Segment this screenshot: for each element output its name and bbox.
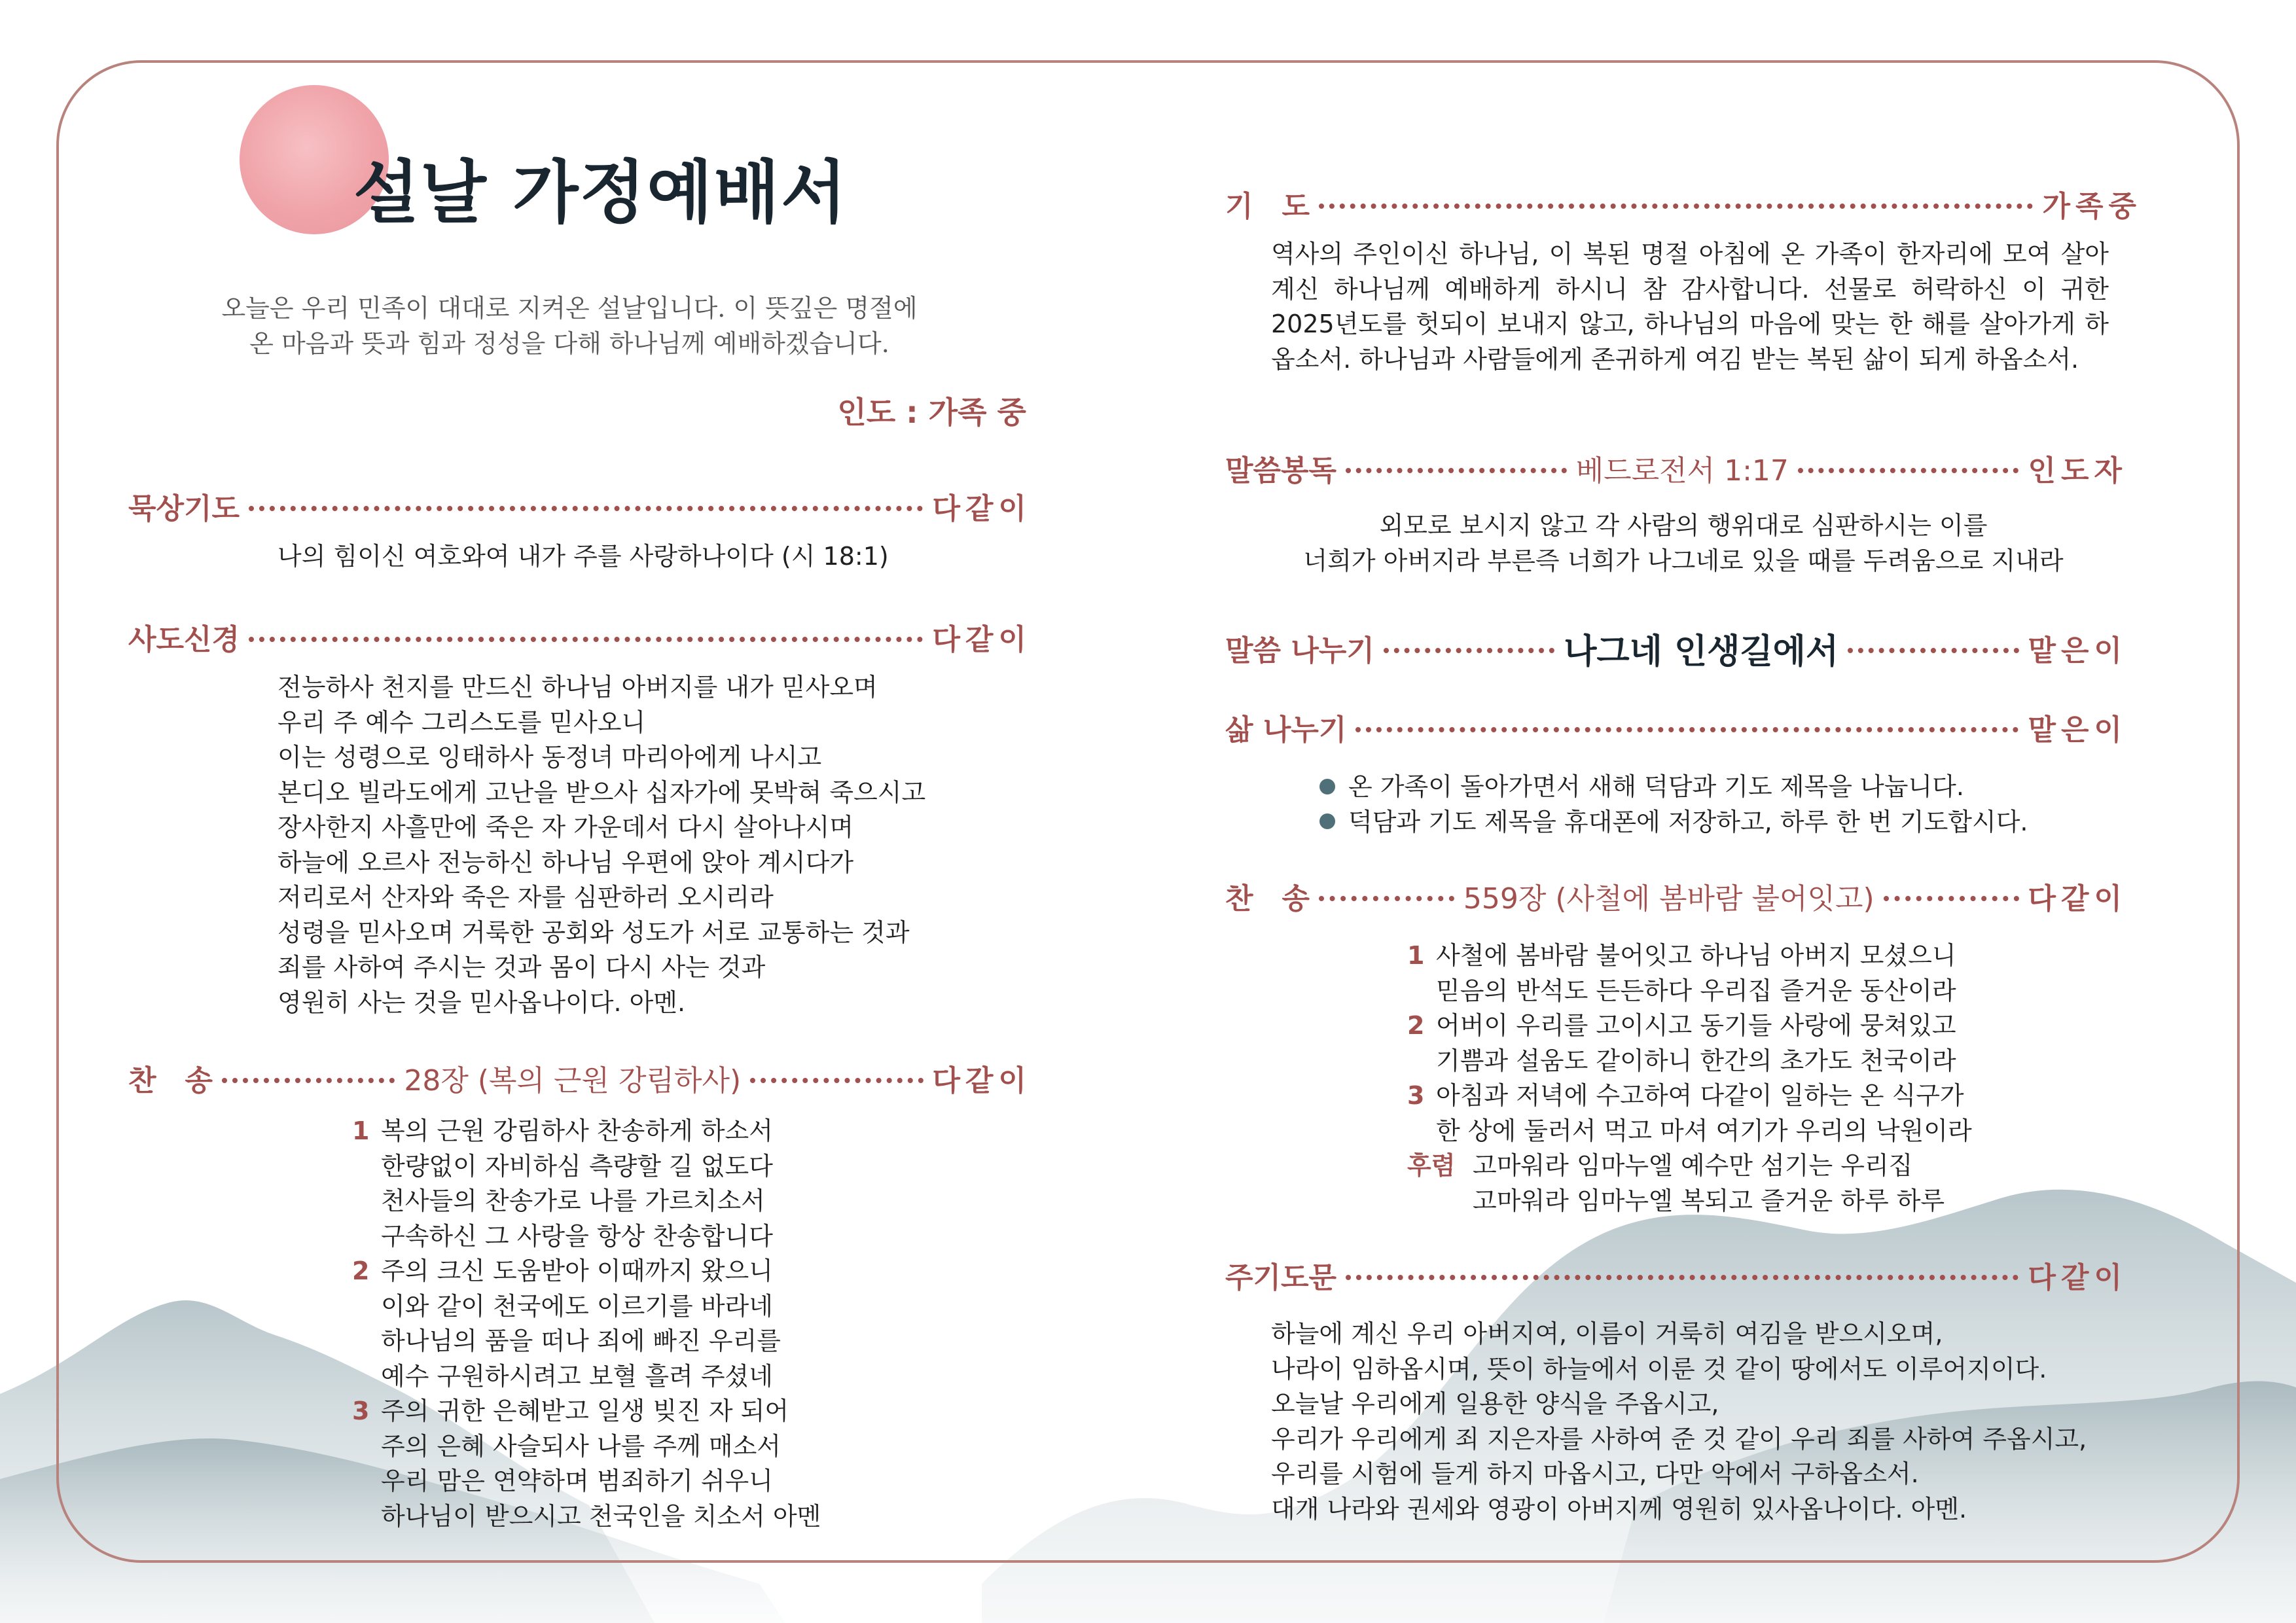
hymn-line: 1 복의 근원 강림하사 찬송하게 하소서 <box>352 1114 821 1149</box>
creed-line: 죄를 사하여 주시는 것과 몸이 다시 사는 것과 <box>278 953 766 982</box>
prayer-line: 나라이 임하옵시며, 뜻이 하늘에서 이룬 것 같이 땅에서도 이루어지이다. <box>1271 1354 2047 1383</box>
hymn-line: 하나님이 받으시고 천국인을 치소서 아멘 <box>381 1501 821 1531</box>
dot-leader <box>249 506 923 511</box>
section-participant: 맡은이 <box>2028 713 2127 747</box>
dot-leader <box>249 637 923 642</box>
creed-line: 영원히 사는 것을 믿사옵나이다. 아멘. <box>278 988 686 1017</box>
hymn-line: 예수 구원하시려고 보혈 흘려 주셨네 <box>381 1361 773 1391</box>
prayer-line: 대개 나라와 권세와 영광이 아버지께 영원히 있사옵나이다. 아멘. <box>1271 1494 1967 1524</box>
hymn-line: 믿음의 반석도 든든하다 우리집 즐거운 동산이라 <box>1436 976 1956 1005</box>
section-header-meditation <box>128 486 1031 526</box>
hymn-title: 28장 (복의 근원 강림하사) <box>404 1064 742 1097</box>
section-participant: 다같이 <box>932 1064 1032 1097</box>
hymn-line: 천사들의 찬송가로 나를 가르치소서 <box>381 1186 765 1215</box>
section-participant: 다같이 <box>932 492 1031 526</box>
sermon-title: 나그네 인생길에서 <box>1564 632 1839 671</box>
section-participant: 다같이 <box>2028 882 2128 916</box>
verse-number: 3 <box>352 1397 370 1425</box>
hymn-line: 3 아침과 저녁에 수고하여 다같이 일하는 온 식구가 <box>1407 1079 1972 1114</box>
hymn-line: 3 주의 귀한 은혜받고 일생 빚진 자 되어 <box>352 1394 821 1429</box>
section-header-sharing <box>1225 707 2127 747</box>
creed-line: 성령을 믿사오며 거룩한 공회와 성도가 서로 교통하는 것과 <box>278 918 910 947</box>
hymn-line: 2 주의 크신 도움받아 이때까지 왔으니 <box>352 1254 821 1289</box>
section-label: 기 도 <box>1225 190 1310 223</box>
hymn-line: 2 어버이 우리를 고이시고 동기들 사랑에 뭉쳐있고 <box>1407 1008 1972 1044</box>
creed-line: 본디오 빌라도에게 고난을 받으사 십자가에 못박혀 죽으시고 <box>278 777 926 807</box>
hymn-line: 우리 맘은 연약하며 범죄하기 쉬우니 <box>381 1467 773 1495</box>
hymn-line: 하나님의 품을 떠나 죄에 빠진 우리를 <box>381 1327 781 1355</box>
bullet-icon <box>1319 779 1335 794</box>
leader-label: 인도 : 가족 중 <box>837 395 1026 430</box>
dot-leader <box>222 1078 395 1083</box>
section-label: 삶 나누기 <box>1225 713 1347 747</box>
bullet-item: 덕담과 기도 제목을 휴대폰에 저장하고, 하루 한 번 기도합시다. <box>1319 805 2028 840</box>
prayer-line: 우리가 우리에게 죄 지은자를 사하여 준 것 같이 우리 죄를 사하여 주옵시고, <box>1271 1424 2087 1454</box>
section-header-lords-prayer <box>1225 1255 2127 1294</box>
dot-leader <box>1798 468 2019 473</box>
creed-line: 우리 주 예수 그리스도를 믿사오니 <box>278 707 646 737</box>
bullet-icon <box>1319 813 1335 829</box>
hymn-line: 구속하신 그 사랑을 항상 찬송합니다 <box>381 1221 773 1251</box>
verse-number: 2 <box>1407 1011 1425 1040</box>
creed-line: 장사한지 사흘만에 죽은 자 가운데서 다시 살아나시며 <box>278 813 854 842</box>
dot-leader <box>1346 1275 2018 1280</box>
meditation-verse: 나의 힘이신 여호와여 내가 주를 사랑하나이다 (시 18:1) <box>278 542 889 571</box>
prayer-line: 하늘에 계신 우리 아버지여, 이름이 거룩히 여김을 받으시오며, <box>1271 1319 1943 1348</box>
verse-number: 2 <box>352 1257 370 1285</box>
section-header-creed <box>128 617 1031 656</box>
dot-leader <box>1319 204 2033 209</box>
refrain-label: 후렴 <box>1407 1151 1456 1180</box>
hymn-line: 1 사철에 봄바람 불어잇고 하나님 아버지 모셨으니 <box>1407 938 1972 974</box>
hymn-559-lyrics <box>1407 938 1972 1219</box>
lords-prayer-text <box>1271 1317 2087 1527</box>
scripture-line: 외모로 보시지 않고 각 사람의 행위대로 심판하시는 이를 <box>1379 511 1988 540</box>
prayer-line: 우리를 시험에 들게 하지 마옵시고, 다만 악에서 구하옵소서. <box>1271 1459 1919 1488</box>
hymn-line: 고마워라 임마누엘 복되고 즐거운 하루 하루 <box>1473 1186 1945 1215</box>
hymn-line: 이와 같이 천국에도 이르기를 바라네 <box>381 1291 773 1321</box>
section-header-sermon <box>1225 628 2128 671</box>
section-participant: 가족중 <box>2042 190 2142 223</box>
section-header-prayer <box>1225 184 2142 223</box>
hymn-title: 559장 (사철에 봄바람 불어잇고) <box>1463 882 1874 916</box>
hymn-line: 후렴 고마워라 임마누엘 예수만 섬기는 우리집 <box>1407 1149 1972 1184</box>
prayer-text: 역사의 주인이신 하나님, 이 복된 명절 아침에 온 가족이 한자리에 모여 살아 계신 하나님께 예배하게 하시니 참 감사합니다. 선물로 허락하신 이 귀한 2025년도를 헛되이 보내지 않고, 하나님의 마음에 맞는 한 해를 살아가게 하옵소서. 하나님과 사람들에게 존귀하게 여김 받는 복된 삶이 되게 하옵소서. <box>1271 240 2109 374</box>
hymn-line: 기쁨과 설움도 같이하니 한간의 초가도 천국이라 <box>1436 1046 1956 1075</box>
creed-line: 저리로서 산자와 죽은 자를 심판하러 오시리라 <box>278 883 774 912</box>
section-participant: 다같이 <box>932 623 1031 656</box>
page-title: 설날 가정예배서 <box>353 152 848 232</box>
hymn-line: 한 상에 둘러서 먹고 마셔 여기가 우리의 낙원이라 <box>1436 1116 1972 1145</box>
creed-line: 전능하사 천지를 만드신 하나님 아버지를 내가 믿사오며 <box>278 673 878 702</box>
creed-text <box>278 670 925 1020</box>
scripture-text <box>1225 508 2142 579</box>
section-label: 말씀 나누기 <box>1225 634 1374 668</box>
scripture-reference: 베드로전서 1:17 <box>1575 454 1789 488</box>
hymn-line: 주의 은혜 사슬되사 나를 주께 매소서 <box>381 1431 781 1461</box>
section-label: 찬 송 <box>1225 882 1310 916</box>
dot-leader <box>1346 468 1567 473</box>
verse-number: 3 <box>1407 1081 1425 1110</box>
verse-number: 1 <box>352 1116 370 1145</box>
dot-leader <box>750 1078 923 1083</box>
section-label: 사도신경 <box>128 623 240 656</box>
section-participant: 맡은이 <box>2028 634 2128 668</box>
dot-leader <box>1355 727 2018 732</box>
section-participant: 다같이 <box>2028 1261 2127 1294</box>
dot-leader <box>1384 648 1554 653</box>
section-label: 주기도문 <box>1225 1261 1337 1294</box>
intro-line-1: 오늘은 우리 민족이 대대로 지켜온 설날입니다. 이 뜻깊은 명절에 <box>221 294 918 323</box>
hymn-line: 한량없이 자비하심 측량할 길 없도다 <box>381 1151 773 1181</box>
section-label: 말씀봉독 <box>1225 454 1337 488</box>
dot-leader <box>1848 648 2018 653</box>
section-label: 찬 송 <box>128 1064 213 1097</box>
dot-leader <box>1319 896 1454 901</box>
section-participant: 인도자 <box>2028 454 2127 488</box>
creed-line: 하늘에 오르사 전능하신 하나님 우편에 앉아 계시다가 <box>278 847 854 877</box>
hymn-28-lyrics <box>352 1114 821 1534</box>
section-header-hymn-559 <box>1225 876 2127 916</box>
section-label: 묵상기도 <box>128 492 240 526</box>
sharing-bullets <box>1319 770 2028 840</box>
section-header-scripture <box>1225 448 2127 488</box>
dot-leader <box>1884 896 2019 901</box>
bullet-item: 온 가족이 돌아가면서 새해 덕담과 기도 제목을 나눕니다. <box>1319 770 2028 805</box>
intro-line-2: 온 마음과 뜻과 힘과 정성을 다해 하나님께 예배하겠습니다. <box>249 329 889 358</box>
verse-number: 1 <box>1407 941 1425 970</box>
creed-line: 이는 성령으로 잉태하사 동정녀 마리아에게 나시고 <box>278 743 822 772</box>
section-header-hymn-28 <box>128 1058 1031 1097</box>
prayer-line: 오늘날 우리에게 일용한 양식을 주옵시고, <box>1271 1389 1719 1418</box>
scripture-line: 너희가 아버지라 부른즉 너희가 나그네로 있을 때를 두려움으로 지내라 <box>1303 546 2064 575</box>
